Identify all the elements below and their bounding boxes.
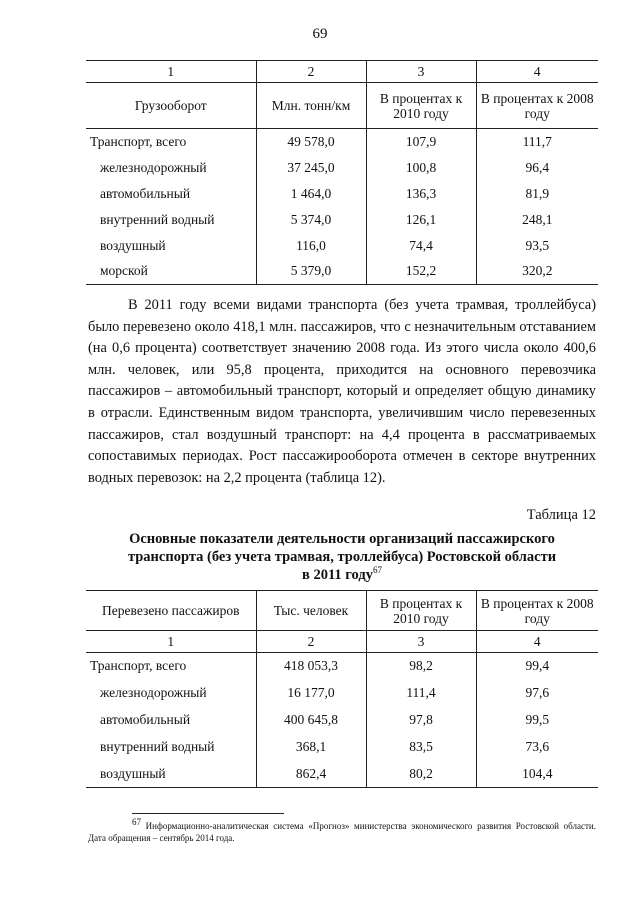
- cell-value: 80,2: [366, 761, 476, 788]
- row-label: Транспорт, всего: [90, 133, 187, 149]
- table-title-line: Основные показатели деятельности организаций пассажирского: [129, 531, 555, 547]
- cell-value: 104,4: [476, 761, 598, 788]
- footnote-divider: [132, 813, 284, 814]
- table-row: [86, 181, 598, 207]
- cell-value: 81,9: [476, 181, 598, 207]
- cell-value: 111,4: [366, 680, 476, 707]
- cell-value: 99,4: [476, 653, 598, 680]
- cell-value: 248,1: [476, 207, 598, 233]
- header-cell: 4: [476, 61, 598, 83]
- cell-value: 152,2: [366, 259, 476, 285]
- table-row: [86, 680, 598, 707]
- header-cell: 3: [366, 61, 476, 83]
- header-cell: Перевезено пассажиров: [102, 603, 240, 618]
- header-cell: 2: [256, 631, 366, 653]
- row-label: автомобильный: [100, 185, 191, 201]
- row-label: железнодорожный: [100, 159, 207, 175]
- table-header-numbers: [86, 61, 598, 83]
- cell-value: 73,6: [476, 734, 598, 761]
- cell-value: 107,9: [366, 129, 476, 155]
- cell-value: 418 053,3: [256, 653, 366, 680]
- header-cell: Тыс. человек: [256, 591, 366, 631]
- header-cell: 1: [167, 633, 175, 649]
- row-label: внутренний водный: [100, 211, 215, 227]
- table-header-numbers: [86, 631, 598, 653]
- row-label: железнодорожный: [100, 685, 207, 700]
- page-number: 69: [312, 26, 328, 42]
- table-row: [86, 207, 598, 233]
- cell-value: 98,2: [366, 653, 476, 680]
- table-row: [86, 653, 598, 680]
- row-label: воздушный: [100, 237, 166, 253]
- cell-value: 16 177,0: [256, 680, 366, 707]
- header-cell: В процентах к 2008 году: [476, 83, 598, 129]
- table-row: [86, 734, 598, 761]
- table-title-line: транспорта (без учета трамвая, троллейбуса) Ростовской области: [127, 549, 557, 565]
- body-paragraph: [88, 295, 596, 489]
- header-cell: 3: [366, 631, 476, 653]
- cell-value: 99,5: [476, 707, 598, 734]
- table-row: [86, 129, 598, 155]
- row-label: внутренний водный: [100, 739, 215, 754]
- row-label: Транспорт, всего: [90, 658, 187, 674]
- cell-value: 74,4: [366, 233, 476, 259]
- cell-value: 96,4: [476, 155, 598, 181]
- cell-value: 1 464,0: [256, 181, 366, 207]
- footnote: [88, 817, 596, 844]
- footnote-text-line: [88, 817, 596, 844]
- row-label: морской: [100, 263, 148, 279]
- freight-turnover-table: [86, 60, 598, 285]
- cell-value: 97,8: [366, 707, 476, 734]
- table-row: [86, 155, 598, 181]
- table-title-year: в 2011 году: [302, 567, 373, 583]
- cell-value: 111,7: [476, 129, 598, 155]
- cell-value: 83,5: [366, 734, 476, 761]
- cell-value: 320,2: [476, 259, 598, 285]
- header-cell: Млн. тонн/км: [256, 83, 366, 129]
- row-label: воздушный: [100, 765, 166, 781]
- cell-value: 5 379,0: [256, 259, 366, 285]
- footnote-number: 67: [132, 817, 141, 827]
- cell-value: 97,6: [476, 680, 598, 707]
- cell-value: 136,3: [366, 181, 476, 207]
- table-caption-label: Таблица 12: [526, 507, 596, 523]
- cell-value: 49 578,0: [256, 129, 366, 155]
- table-row: [86, 233, 598, 259]
- header-cell: 2: [256, 61, 366, 83]
- table-header-labels: [86, 83, 598, 129]
- cell-value: 100,8: [366, 155, 476, 181]
- header-cell: В процентах к 2010 году: [366, 83, 476, 129]
- cell-value: 862,4: [256, 761, 366, 788]
- header-cell: 1: [167, 63, 175, 79]
- cell-value: 126,1: [366, 207, 476, 233]
- cell-value: 400 645,8: [256, 707, 366, 734]
- footnote-ref[interactable]: 67: [372, 565, 382, 576]
- footnote-text: Информационно-аналитическая система «Прогноз» министерства экономического развития Ростовской области. Дата обращения – сентябрь 2014 года.: [88, 821, 596, 843]
- table-title: [88, 530, 596, 584]
- passengers-table: [86, 590, 598, 788]
- header-cell: Грузооборот: [134, 98, 207, 113]
- cell-value: 37 245,0: [256, 155, 366, 181]
- cell-value: 93,5: [476, 233, 598, 259]
- table-header-labels: [86, 591, 598, 631]
- table-title-line: [88, 566, 596, 584]
- header-cell: 4: [476, 631, 598, 653]
- header-cell: В процентах к 2008 году: [476, 591, 598, 631]
- table-row: [86, 259, 598, 285]
- table-row: [86, 761, 598, 788]
- cell-value: 116,0: [256, 233, 366, 259]
- row-label: автомобильный: [100, 712, 191, 727]
- table-row: [86, 707, 598, 734]
- paragraph-text: В 2011 году всеми видами транспорта (без учета трамвая, троллейбуса) было перевезено около 418,1 млн. пассажиров, что с незначительным отставанием (на 0,6 процента) соответствует значению 2008 года. Из этого числа около 400,6 млн. человек, или 95,8 процента, приходится на основного перевозчика пассажиров – автомобильный транспорт, который и определяет общую динамику в отрасли. Единственным видом транспорта, увеличившим число перевезенных пассажиров, стал воздушный транспорт: на 4,4 процента в рассматриваемых сопоставимых периодах. Рост пассажирооборота отмечен в секторе внутренних водных перевозок: на 2,2 процента (таблица 12).: [88, 297, 596, 486]
- cell-value: 5 374,0: [256, 207, 366, 233]
- cell-value: 368,1: [256, 734, 366, 761]
- header-cell: В процентах к 2010 году: [366, 591, 476, 631]
